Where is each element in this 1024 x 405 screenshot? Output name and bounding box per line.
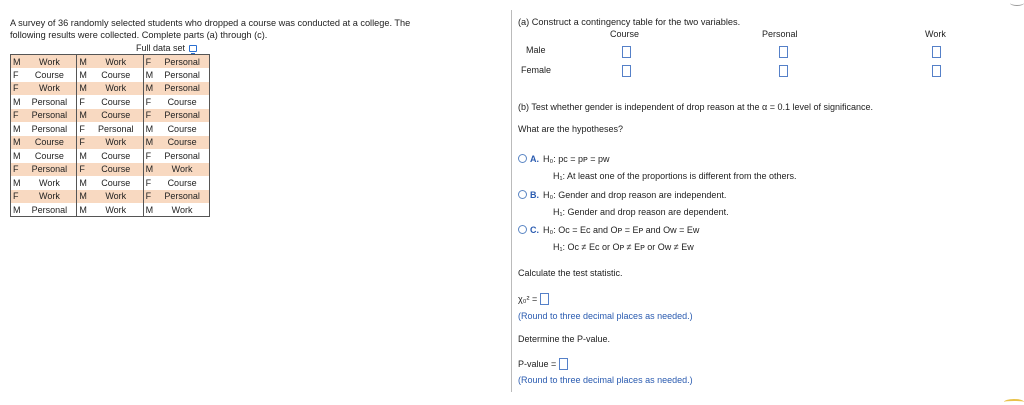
calc-test-stat-prompt: Calculate the test statistic. bbox=[518, 268, 623, 278]
gender-cell: M bbox=[77, 203, 89, 217]
table-row bbox=[11, 203, 210, 217]
reason-cell: Personal bbox=[23, 203, 77, 217]
gender-cell: M bbox=[11, 203, 23, 217]
input-female-work[interactable] bbox=[932, 65, 941, 77]
option-b[interactable]: B. H₀: Gender and drop reason are independent. H₁: Gender and drop reason are dependent. bbox=[518, 187, 729, 221]
input-female-personal[interactable] bbox=[779, 65, 788, 77]
reason-cell: Work bbox=[155, 203, 209, 217]
gender-cell: M bbox=[11, 122, 23, 136]
gender-cell: F bbox=[143, 55, 155, 69]
gender-cell: M bbox=[11, 95, 23, 109]
reason-cell: Work bbox=[89, 82, 143, 96]
reason-cell: Work bbox=[89, 190, 143, 204]
gender-cell: M bbox=[143, 203, 155, 217]
gender-cell: F bbox=[77, 122, 89, 136]
gender-cell: M bbox=[11, 136, 23, 150]
gender-cell: M bbox=[11, 149, 23, 163]
reason-cell: Personal bbox=[23, 109, 77, 123]
panel-divider bbox=[511, 10, 512, 392]
gender-cell: M bbox=[11, 176, 23, 190]
reason-cell: Course bbox=[155, 95, 209, 109]
reason-cell: Course bbox=[23, 149, 77, 163]
radio-a[interactable] bbox=[518, 154, 527, 163]
table-row bbox=[11, 55, 210, 69]
input-male-work[interactable] bbox=[932, 46, 941, 58]
input-male-course[interactable] bbox=[622, 46, 631, 58]
reason-cell: Course bbox=[89, 163, 143, 177]
round-note-2: (Round to three decimal places as needed.) bbox=[518, 375, 693, 385]
reason-cell: Work bbox=[23, 55, 77, 69]
gender-cell: M bbox=[77, 176, 89, 190]
reason-cell: Work bbox=[89, 136, 143, 150]
table-row bbox=[11, 176, 210, 190]
reason-cell: Work bbox=[89, 55, 143, 69]
row-label-female: Female bbox=[521, 65, 552, 75]
questions-panel bbox=[518, 17, 1018, 385]
gender-cell: F bbox=[11, 82, 23, 96]
input-male-personal[interactable] bbox=[779, 46, 788, 58]
table-row bbox=[11, 68, 210, 82]
pvalue-label: P-value = bbox=[518, 359, 557, 369]
reason-cell: Course bbox=[155, 176, 209, 190]
problem-panel bbox=[10, 17, 488, 217]
round-note-1: (Round to three decimal places as needed.) bbox=[518, 311, 693, 321]
reason-cell: Course bbox=[155, 122, 209, 136]
reason-cell: Personal bbox=[155, 82, 209, 96]
gender-cell: F bbox=[143, 95, 155, 109]
reason-cell: Personal bbox=[155, 68, 209, 82]
intro-text: A survey of 36 randomly selected students who dropped a course was conducted at a college. The following results were collected. Complete parts (a) through (c). bbox=[10, 18, 411, 40]
reason-cell: Course bbox=[155, 136, 209, 150]
reason-cell: Personal bbox=[23, 95, 77, 109]
gender-cell: F bbox=[77, 95, 89, 109]
gender-cell: M bbox=[11, 55, 23, 69]
reason-cell: Personal bbox=[89, 122, 143, 136]
gender-cell: M bbox=[77, 149, 89, 163]
window-corner-decoration bbox=[1010, 0, 1024, 6]
row-label-male: Male bbox=[526, 45, 546, 55]
option-a[interactable]: A. H₀: pᴄ = pᴘ = pᴡ H₁: At least one of the proportions is different from the others. bbox=[518, 151, 797, 185]
gender-cell: M bbox=[77, 109, 89, 123]
radio-b[interactable] bbox=[518, 190, 527, 199]
gender-cell: F bbox=[143, 149, 155, 163]
gender-cell: M bbox=[143, 122, 155, 136]
gender-cell: M bbox=[77, 68, 89, 82]
table-row bbox=[11, 190, 210, 204]
table-row bbox=[11, 149, 210, 163]
chi-square-label: χ₀² = bbox=[518, 294, 538, 304]
gender-cell: F bbox=[77, 136, 89, 150]
reason-cell: Course bbox=[89, 95, 143, 109]
gender-cell: M bbox=[143, 82, 155, 96]
reason-cell: Work bbox=[155, 163, 209, 177]
reason-cell: Personal bbox=[155, 55, 209, 69]
gender-cell: M bbox=[143, 68, 155, 82]
table-row bbox=[11, 109, 210, 123]
reason-cell: Course bbox=[89, 109, 143, 123]
reason-cell: Work bbox=[89, 203, 143, 217]
col-header-work: Work bbox=[925, 29, 946, 39]
gender-cell: F bbox=[11, 68, 23, 82]
reason-cell: Personal bbox=[155, 149, 209, 163]
reason-cell: Course bbox=[23, 68, 77, 82]
chi-square-input[interactable] bbox=[540, 293, 549, 305]
contingency-table bbox=[518, 27, 1018, 105]
reason-cell: Personal bbox=[155, 190, 209, 204]
reason-cell: Course bbox=[89, 176, 143, 190]
data-table bbox=[10, 54, 210, 217]
gender-cell: F bbox=[143, 176, 155, 190]
pvalue-prompt: Determine the P-value. bbox=[518, 334, 611, 344]
reason-cell: Course bbox=[89, 149, 143, 163]
input-female-course[interactable] bbox=[622, 65, 631, 77]
chi-square-row bbox=[518, 293, 549, 305]
pvalue-input[interactable] bbox=[559, 358, 568, 370]
table-row bbox=[11, 122, 210, 136]
reason-cell: Work bbox=[23, 82, 77, 96]
gender-cell: M bbox=[77, 190, 89, 204]
reason-cell: Personal bbox=[23, 163, 77, 177]
reason-cell: Course bbox=[23, 136, 77, 150]
part-a-prompt: (a) Construct a contingency table for the two variables. bbox=[518, 17, 741, 27]
col-header-personal: Personal bbox=[762, 29, 798, 39]
table-row bbox=[11, 95, 210, 109]
gender-cell: M bbox=[143, 136, 155, 150]
gender-cell: F bbox=[77, 163, 89, 177]
gender-cell: F bbox=[11, 109, 23, 123]
table-row bbox=[11, 82, 210, 96]
gender-cell: F bbox=[11, 190, 23, 204]
gender-cell: F bbox=[143, 109, 155, 123]
dataset-icon[interactable] bbox=[189, 45, 197, 52]
reason-cell: Personal bbox=[23, 122, 77, 136]
gender-cell: F bbox=[11, 163, 23, 177]
part-b-prompt: (b) Test whether gender is independent of drop reason at the α = 0.1 level of significance. bbox=[518, 102, 874, 112]
table-row bbox=[11, 136, 210, 150]
table-row bbox=[11, 163, 210, 177]
gender-cell: M bbox=[77, 82, 89, 96]
col-header-course: Course bbox=[610, 29, 640, 39]
reason-cell: Work bbox=[23, 176, 77, 190]
gender-cell: M bbox=[143, 163, 155, 177]
scroll-indicator-decoration bbox=[1004, 399, 1024, 405]
radio-c[interactable] bbox=[518, 225, 527, 234]
reason-cell: Personal bbox=[155, 109, 209, 123]
gender-cell: F bbox=[143, 190, 155, 204]
hypotheses-question: What are the hypotheses? bbox=[518, 124, 624, 134]
reason-cell: Course bbox=[89, 68, 143, 82]
reason-cell: Work bbox=[23, 190, 77, 204]
gender-cell: M bbox=[77, 55, 89, 69]
pvalue-row bbox=[518, 358, 568, 370]
full-data-set-link[interactable]: Full data set bbox=[136, 42, 488, 54]
option-c[interactable]: C. H₀: Oᴄ = Eᴄ and Oᴘ = Eᴘ and Oᴡ = Eᴡ H₁: Oᴄ ≠ Eᴄ or Oᴘ ≠ Eᴘ or Oᴡ ≠ Eᴡ bbox=[518, 222, 699, 256]
